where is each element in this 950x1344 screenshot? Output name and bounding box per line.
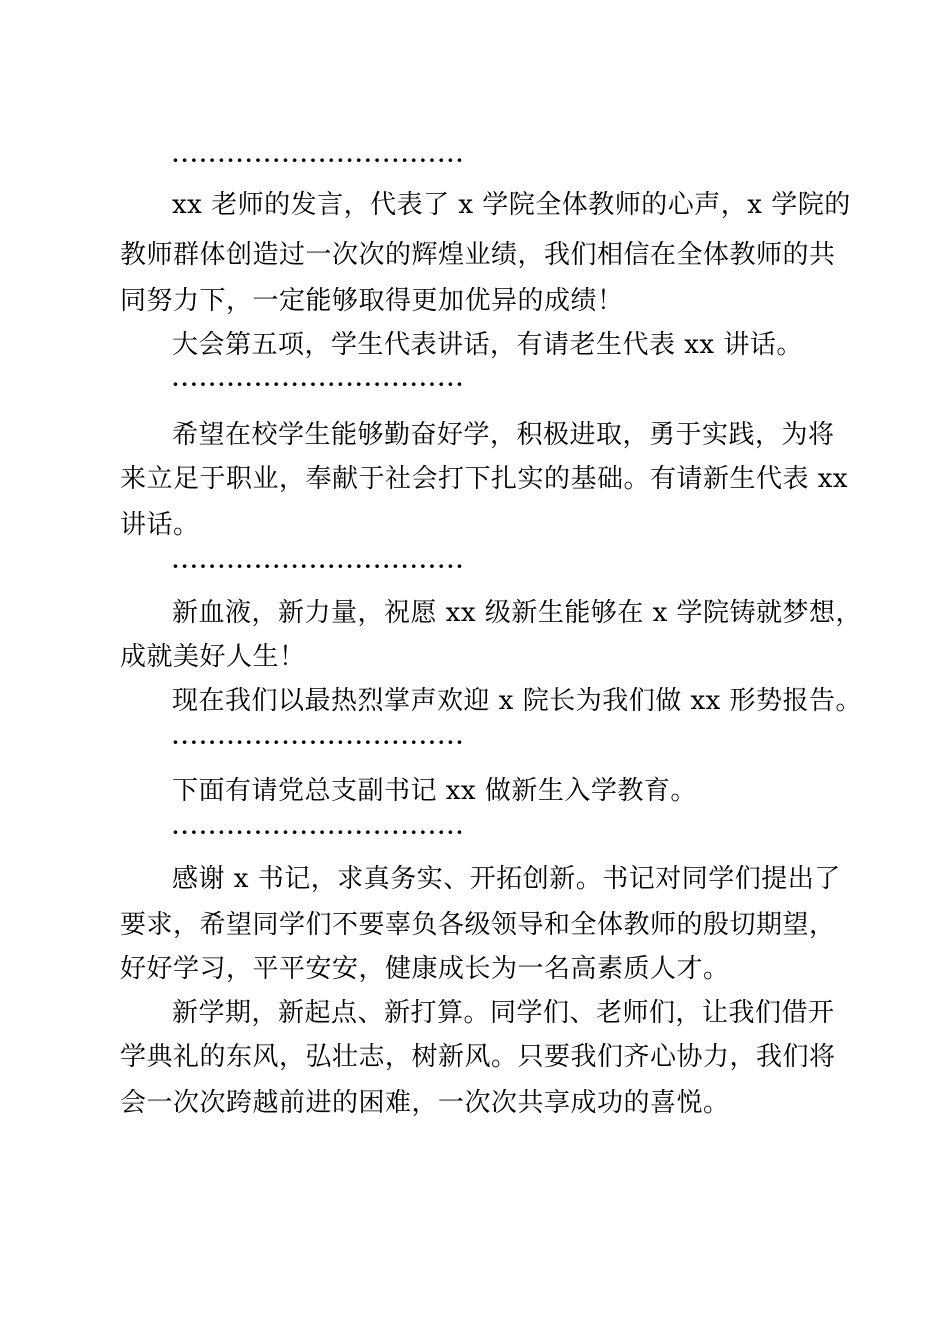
paragraph-line: 希望在校学生能够勤奋好学，积极进取，勇于实践，为将 [172, 420, 835, 450]
separator-dots: ································ [172, 730, 466, 754]
paragraph-line: 教师群体创造过一次次的辉煌业绩，我们相信在全体教师的共 [120, 240, 836, 270]
paragraph-line: 成就美好人生！ [120, 642, 306, 672]
separator-dots: ································ [172, 372, 466, 396]
paragraph-line: 学典礼的东风，弘壮志，树新风。只要我们齐心协力，我们将 [120, 1042, 836, 1072]
paragraph-line: 同努力下，一定能够取得更加优异的成绩！ [120, 286, 624, 316]
separator-dots: ································ [172, 820, 466, 844]
paragraph-line: 会一次次跨越前进的困难，一次次共享成功的喜悦。 [120, 1088, 730, 1118]
paragraph-line: xx 老师的发言，代表了 x 学院全体教师的心声，x 学院的 [172, 190, 851, 220]
paragraph-line: 来立足于职业，奉献于社会打下扎实的基础。有请新生代表 xx [120, 464, 849, 494]
paragraph-line: 大会第五项，学生代表讲话，有请老生代表 xx 讲话。 [172, 330, 803, 360]
paragraph-line: 新学期，新起点、新打算。同学们、老师们，让我们借开 [172, 998, 835, 1028]
separator-dots: ································ [172, 148, 466, 172]
paragraph-line: 现在我们以最热烈掌声欢迎 x 院长为我们做 xx 形势报告。 [172, 686, 863, 716]
paragraph-line: 好好学习，平平安安，健康成长为一名高素质人才。 [120, 954, 730, 984]
paragraph-line: 新血液，新力量，祝愿 xx 级新生能够在 x 学院铸就梦想， [172, 598, 863, 628]
paragraph-line: 下面有请党总支副书记 xx 做新生入学教育。 [172, 776, 697, 806]
paragraph-line: 感谢 x 书记，求真务实、开拓创新。书记对同学们提出了 [172, 864, 841, 894]
separator-dots: ································ [172, 554, 466, 578]
paragraph-line: 要求，希望同学们不要辜负各级领导和全体教师的殷切期望， [120, 910, 836, 940]
paragraph-line: 讲话。 [120, 510, 200, 540]
